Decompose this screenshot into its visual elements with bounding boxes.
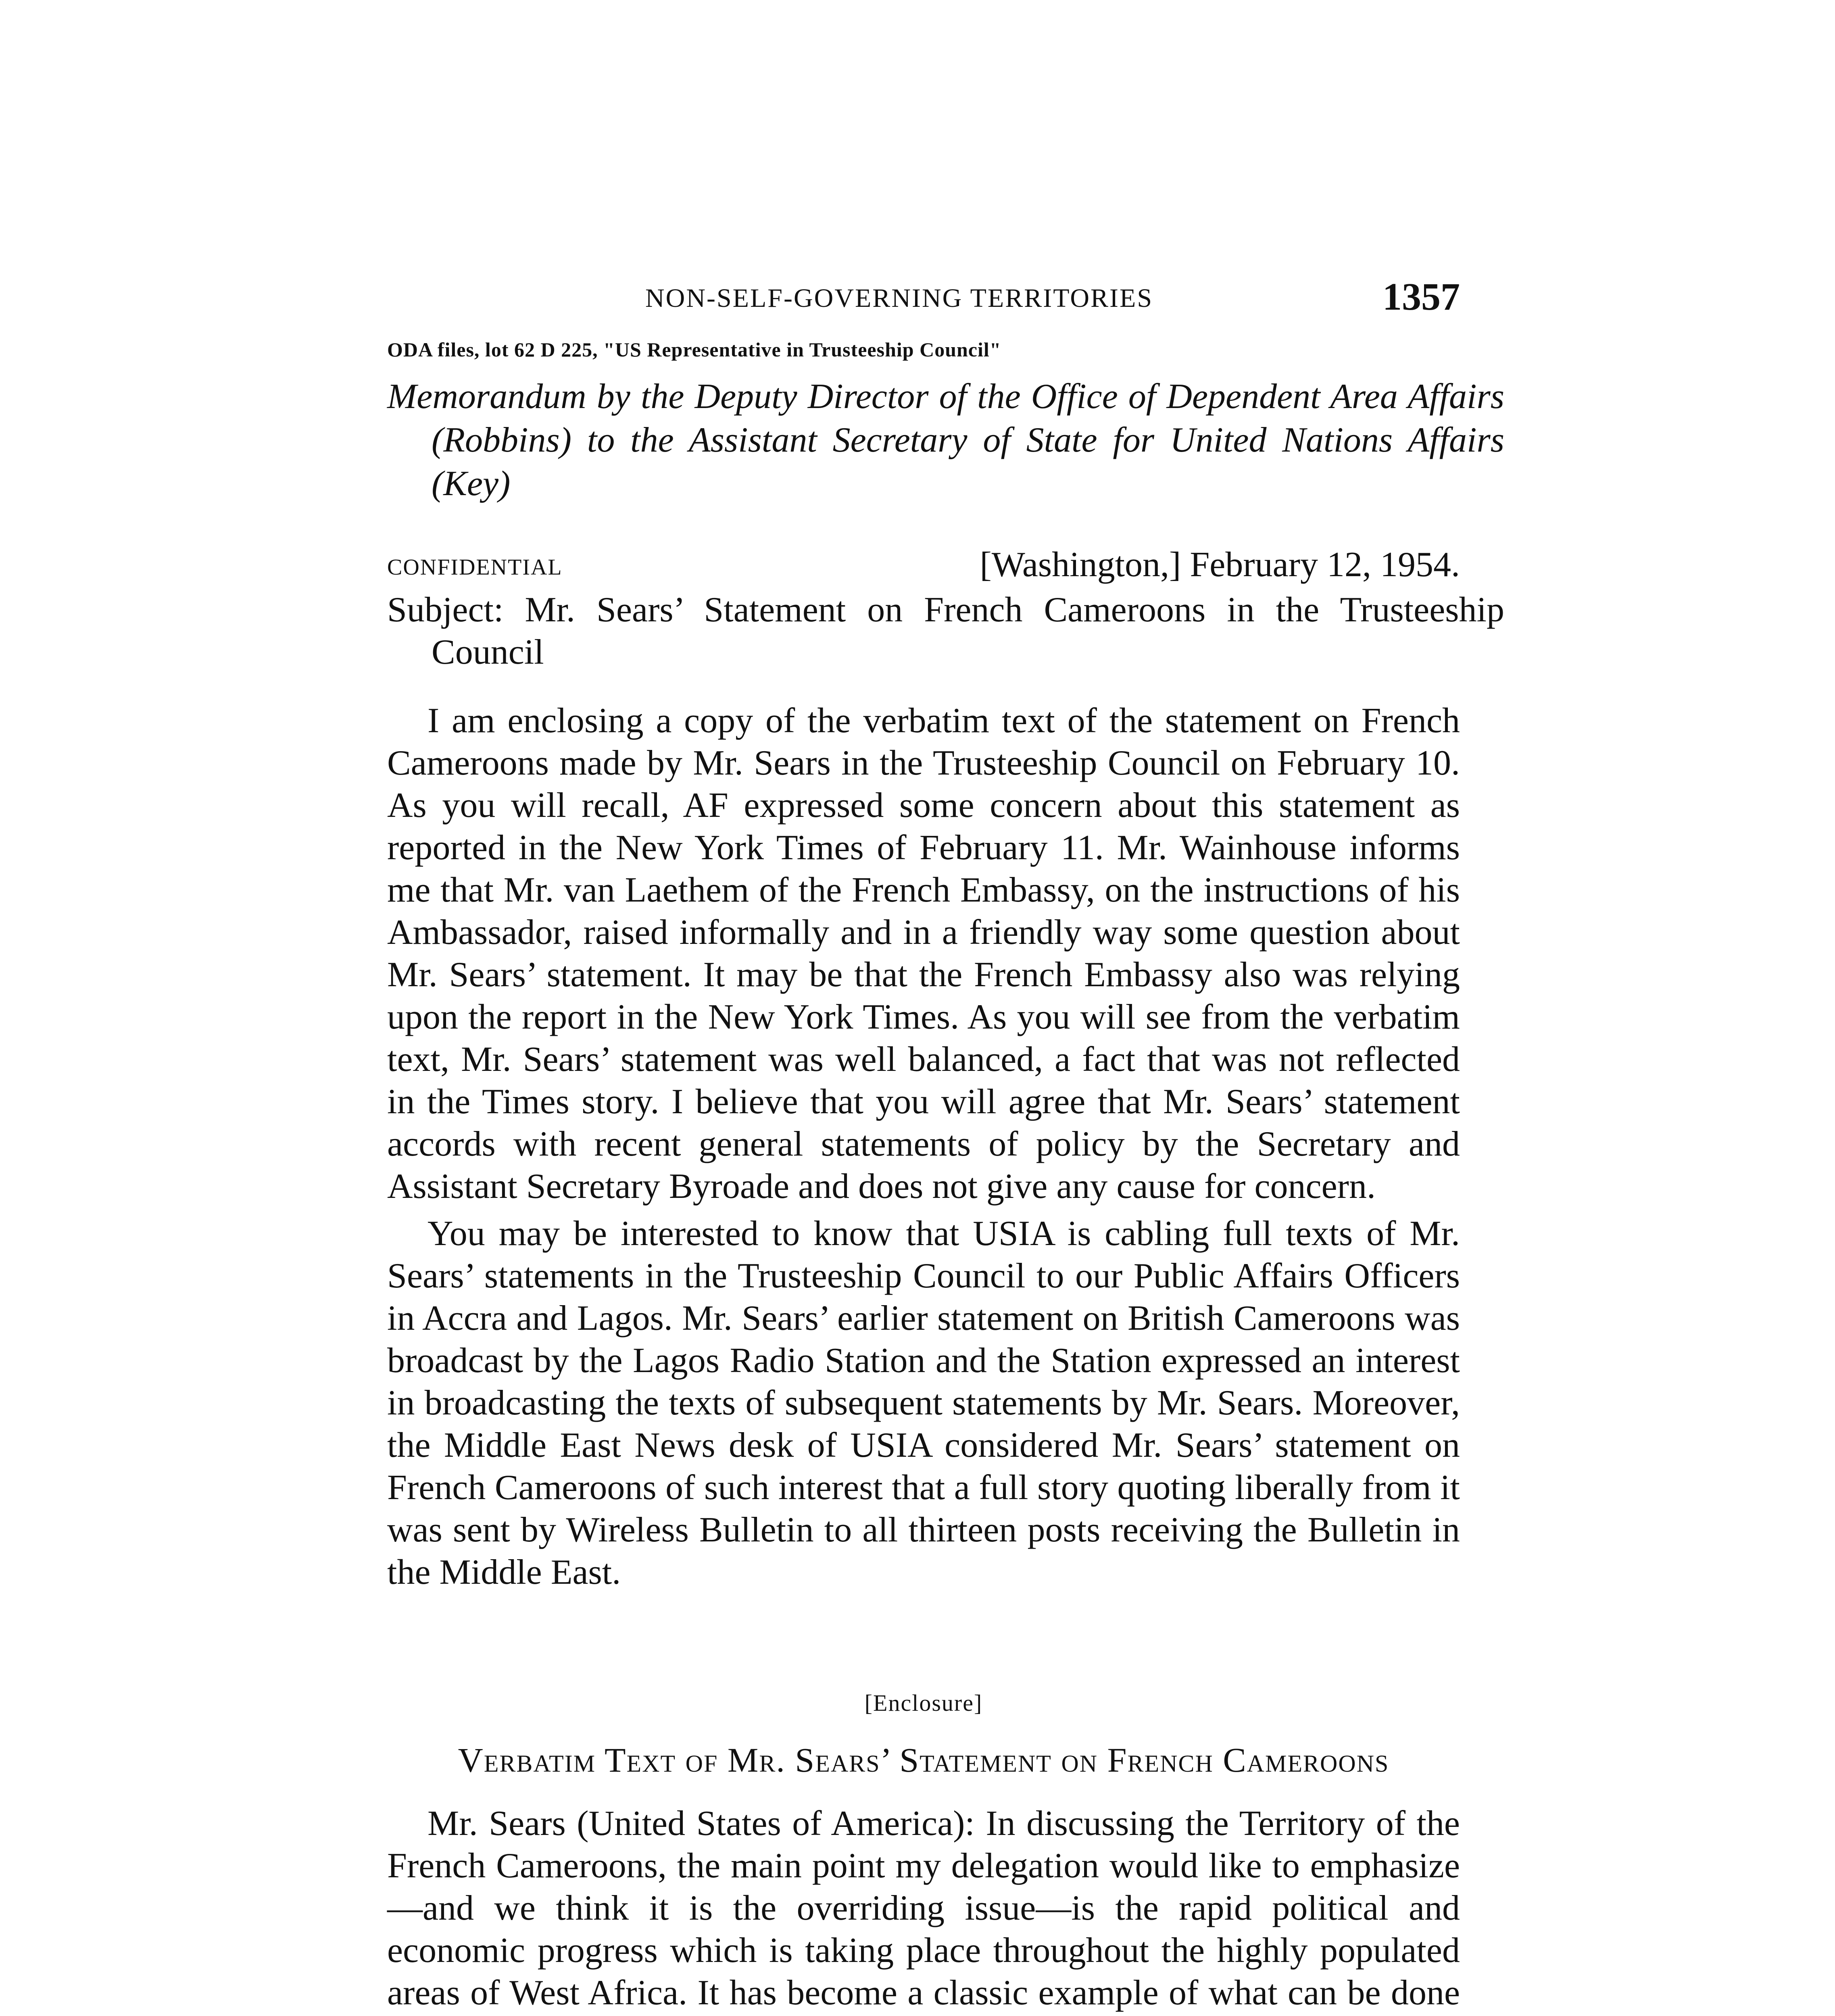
- enclosure-label: [Enclosure]: [864, 1690, 983, 1716]
- meta-line: [387, 544, 1460, 585]
- enclosure-paragraph: Mr. Sears (United States of America): In discussing the Territory of the French Cameroons, the main point my delegation would like to emphasize—and we think it is the overriding issue—is the rapid political and economic progress which is taking place throughout the highly populated areas of West Africa. It has become a classic example of what can be done: [387, 1804, 1460, 2012]
- running-head: NON-SELF-GOVERNING TERRITORIES: [645, 283, 1153, 313]
- memo-paragraph: You may be interested to know that USIA is cabling full texts of Mr. Sears’ statements in the Trusteeship Council to our Public Affairs Officers in Accra and Lagos. Mr. Sears’ earlier statement on British Cameroons was broadcast by the Lagos Radio Station and the Station expressed an interest in broadcasting the texts of subsequent statements by Mr. Sears. Moreover, the Middle East News desk of USIA considered Mr. Sears’ statement on French Cameroons of such interest that a full story quoting liberally from it was sent by Wireless Bulletin to all thirteen posts receiving the Bulletin in the Middle East.: [387, 1214, 1460, 1592]
- subject-line: Subject: Mr. Sears’ Statement on French Cameroons in the Trusteeship Council: [387, 590, 1504, 672]
- enclosure-title: Verbatim Text of Mr. Sears’ Statement on French Cameroons: [458, 1741, 1389, 1779]
- dateline: [Washington,] February 12, 1954.: [980, 545, 1460, 584]
- document-title: Memorandum by the Deputy Director of the Office of Dependent Area Affairs (Robbins) to the Assistant Secretary of State for United Nations Affairs (Key): [387, 377, 1504, 503]
- enclosure-body: [387, 1802, 1460, 2016]
- memo-paragraph: I am enclosing a copy of the verbatim text of the statement on French Cameroons made by Mr. Sears in the Trusteeship Council on February 10. As you will recall, AF expressed some concern about this statement as reported in the New York Times of February 11. Mr. Wainhouse informs me that Mr. van Laethem of the French Embassy, on the instructions of his Ambassador, raised informally and in a friendly way some question about Mr. Sears’ statement. It may be that the French Embassy also was relying upon the report in the New York Times. As you will see from the verbatim text, Mr. Sears’ statement was well balanced, a fact that was not reflected in the Times story. I believe that you will agree that Mr. Sears’ statement accords with recent general statements of policy by the Secretary and Assistant Secretary Byroade and does not give any cause for concern.: [387, 701, 1460, 1206]
- page-header: [387, 274, 1460, 327]
- source-note: ODA files, lot 62 D 225, "US Representative in Trusteeship Council": [387, 338, 1001, 361]
- memo-body: [387, 700, 1460, 1598]
- classification-label: CONFIDENTIAL: [387, 555, 563, 580]
- page-number: 1357: [1383, 275, 1460, 318]
